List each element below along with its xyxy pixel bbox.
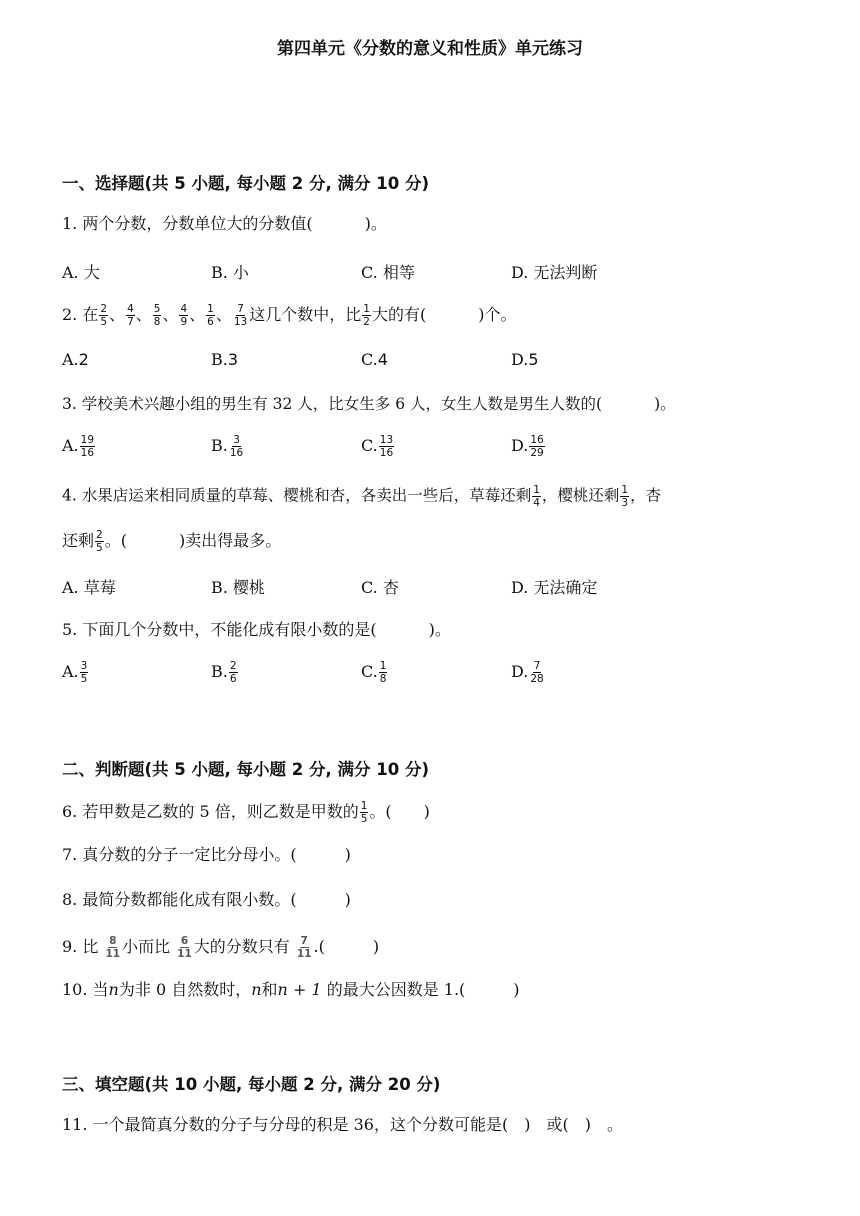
option-c: C. 杏 — [361, 578, 399, 597]
question-3-text: 3. 学校美术兴趣小组的男生有 32 人，比女生多 6 人，女生人数是男生人数的( — [62, 395, 603, 413]
question-9-text-b: 小而比 — [122, 937, 176, 956]
option-d: D.5 — [511, 350, 539, 369]
question-2-end: )个。 — [478, 305, 517, 324]
separator: 、 — [135, 305, 152, 324]
question-3-end: )。 — [654, 395, 676, 413]
fraction: $\frac{7}{13}$ — [233, 303, 248, 328]
fraction: $\frac{1}{3}$ — [621, 484, 629, 509]
question-5 — [62, 620, 451, 640]
question-2 — [62, 303, 516, 328]
fraction: $\frac{7}{11}$ — [296, 935, 312, 960]
fraction: $\frac{1}{5}$ — [360, 800, 368, 825]
question-6-text: 6. 若甲数是乙数的 5 倍，则乙数是甲数的 — [62, 802, 359, 821]
separator: 、 — [189, 305, 206, 324]
separator: 、 — [215, 305, 232, 324]
option-a: A. $\frac{3}{5}$ — [62, 660, 88, 685]
question-11: 11. 一个最简真分数的分子与分母的积是 36，这个分数可能是( ) 或( ) 。 — [62, 1115, 623, 1134]
option-b: B. $\frac{3}{16}$ — [211, 434, 244, 459]
fraction: $\frac{1}{6}$ — [207, 303, 214, 328]
question-3 — [62, 394, 676, 414]
question-10-text-c: 和 — [261, 980, 278, 999]
option-d: D. $\frac{16}{29}$ — [511, 434, 544, 459]
fraction: $\frac{6}{11}$ — [177, 935, 192, 960]
section-heading-judgement: 二、判断题(共 5 小题, 每小题 2 分, 满分 10 分) — [62, 760, 429, 779]
question-4-text: 4. 水果店运来相同质量的草莓、樱桃和杏，各卖出一些后，草莓还剩 — [62, 486, 532, 505]
option-a: A.2 — [62, 350, 89, 369]
question-4-text-e: 。( — [104, 531, 127, 550]
fraction: $\frac{4}{9}$ — [180, 303, 188, 328]
expression-n-plus-1: n + 1 — [277, 980, 322, 999]
option-c: C. 相等 — [361, 263, 415, 282]
fraction: $\frac{4}{7}$ — [127, 303, 134, 328]
question-6-end: 。( ) — [369, 802, 430, 821]
fraction-half: $\frac{1}{2}$ — [363, 303, 370, 328]
question-4-text-c: ，杏 — [630, 486, 662, 505]
question-1-end: )。 — [364, 214, 387, 233]
question-9-text-c: 大的分数只有 — [193, 937, 295, 956]
option-c: C.4 — [361, 350, 388, 369]
option-a: A. $\frac{19}{16}$ — [62, 434, 95, 459]
question-7: 7. 真分数的分子一定比分母小。( ) — [62, 845, 351, 864]
question-5-text: 5. 下面几个分数中，不能化成有限小数的是( — [62, 620, 377, 639]
question-6 — [62, 800, 430, 825]
variable-n: n — [108, 980, 119, 999]
option-a: A. 草莓 — [62, 578, 116, 597]
question-1-text: 1. 两个分数，分数单位大的分数值( — [62, 214, 313, 233]
question-8: 8. 最简分数都能化成有限小数。( ) — [62, 890, 351, 909]
option-d: D. $\frac{7}{28}$ — [511, 660, 544, 685]
question-4-text-f: )卖出得最多。 — [178, 531, 282, 550]
variable-n: n — [251, 980, 262, 999]
question-10-text-b: 为非 0 自然数时， — [118, 980, 252, 999]
question-10-end: 的最大公因数是 1.( ) — [321, 980, 520, 999]
question-4-text-d: 还剩 — [62, 531, 95, 550]
section-heading-fill-in: 三、填空题(共 10 小题, 每小题 2 分, 满分 20 分) — [62, 1075, 441, 1094]
fraction: $\frac{8}{11}$ — [105, 935, 121, 960]
question-1 — [62, 214, 387, 234]
option-b: B. 小 — [211, 263, 249, 282]
page-title: 第四单元《分数的意义和性质》单元练习 — [277, 39, 583, 59]
question-10-text: 10. 当 — [62, 980, 109, 999]
question-9-end: .( ) — [313, 937, 380, 956]
fraction: $\frac{2}{5}$ — [100, 303, 108, 328]
option-b: B.3 — [211, 350, 239, 369]
fraction: $\frac{5}{8}$ — [153, 303, 161, 328]
option-d: D. 无法确定 — [511, 578, 598, 597]
separator: 、 — [162, 305, 179, 324]
fraction: $\frac{2}{5}$ — [96, 529, 103, 554]
option-c: C. $\frac{13}{16}$ — [361, 434, 394, 459]
separator: 、 — [109, 305, 126, 324]
question-2-post: 大的有( — [371, 305, 427, 324]
option-c: C. $\frac{1}{8}$ — [361, 660, 387, 685]
question-5-end: )。 — [428, 620, 451, 639]
fraction: $\frac{1}{4}$ — [533, 484, 540, 509]
option-b: B. 樱桃 — [211, 578, 265, 597]
option-d: D. 无法判断 — [511, 263, 598, 282]
question-4-line-2 — [62, 529, 281, 554]
question-9 — [62, 935, 379, 960]
question-4-text-b: ，樱桃还剩 — [541, 486, 620, 505]
question-9-text: 9. 比 — [62, 937, 104, 956]
question-2-mid: 这几个数中，比 — [249, 305, 362, 324]
option-b: B. $\frac{2}{6}$ — [211, 660, 237, 685]
question-2-pre: 2. 在 — [62, 305, 99, 324]
option-a: A. 大 — [62, 263, 100, 282]
section-heading-choice: 一、选择题(共 5 小题, 每小题 2 分, 满分 10 分) — [62, 174, 429, 193]
question-4-line-1 — [62, 484, 661, 509]
question-10 — [62, 980, 520, 1000]
